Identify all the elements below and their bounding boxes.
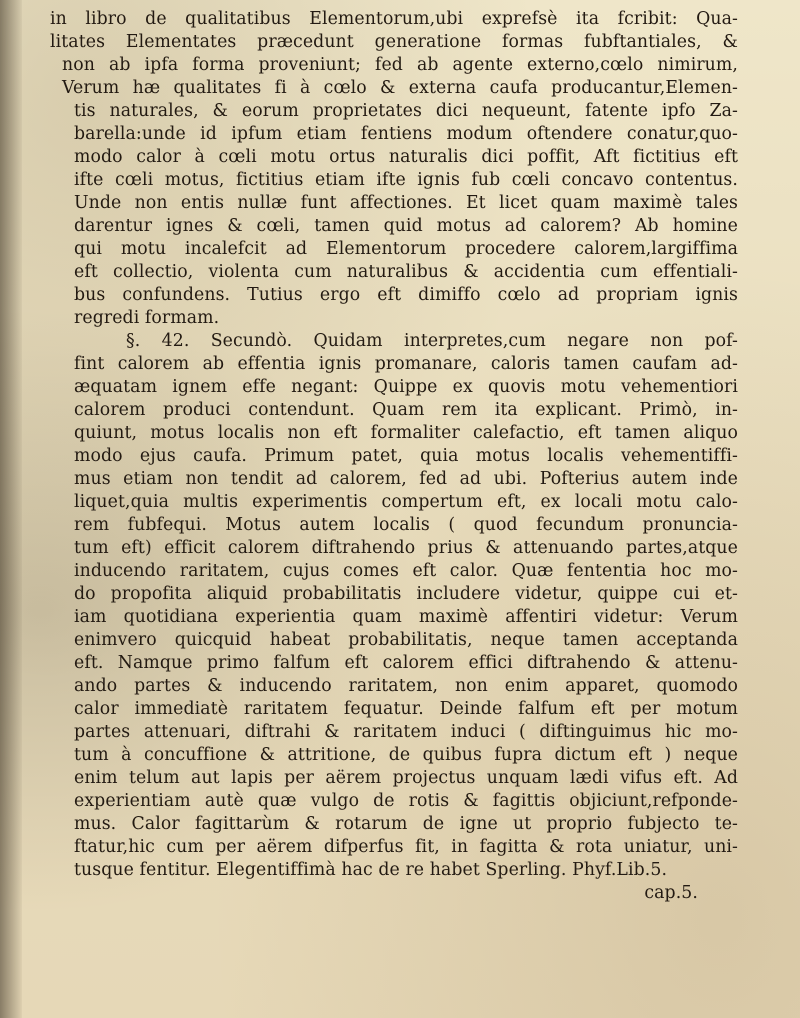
text-line: quiunt, motus localis non eft formaliter calefactio, eft tamen aliquo	[74, 423, 738, 443]
text-line: eft. Namque primo falfum eft calorem effici diftrahendo & attenu-	[74, 653, 738, 673]
paragraph-heading-line: §. 42. Secundò. Quidam interpretes,cum negare non pof-	[126, 331, 738, 351]
text-line: mus etiam non tendit ad calorem, fed ad ubi. Pofterius autem inde	[74, 469, 738, 489]
text-line: ando partes & inducendo raritatem, non enim apparet, quomodo	[74, 676, 738, 696]
text-line: æquatam ignem effe negant: Quippe ex quovis motu vehementiori	[74, 377, 738, 397]
catchword: cap.5.	[644, 883, 698, 903]
text-line: liquet,quia multis experimentis compertum eft, ex locali motu calo-	[74, 492, 738, 512]
text-line: calor immediatè raritatem fequatur. Deinde falfum eft per motum	[74, 699, 738, 719]
text-line: tis naturales, & eorum proprietates dici nequeunt, fatente ipfo Za-	[74, 101, 738, 121]
text-line: modo ejus caufa. Primum patet, quia motus localis vehementiffi-	[74, 446, 738, 466]
text-line: eft collectio, violenta cum naturalibus & accidentia cum effentiali-	[74, 262, 738, 282]
text-line: bus confundens. Tutius ergo eft dimiffo cœlo ad propriam ignis	[74, 285, 738, 305]
text-line: fint calorem ab effentia ignis promanare, caloris tamen caufam ad-	[74, 354, 738, 374]
text-line: inducendo raritatem, cujus comes eft calor. Quæ fententia hoc mo-	[74, 561, 738, 581]
text-line: barella:unde id ipfum etiam fentiens modum oftendere conatur,quo-	[74, 124, 738, 144]
text-line: tum à concuffione & attritione, de quibus fupra dictum eft ) neque	[74, 745, 738, 765]
text-line: darentur ignes & cœli, tamen quid motus ad calorem? Ab homine	[74, 216, 738, 236]
text-line: qui motu incalefcit ad Elementorum procedere calorem,largiffima	[74, 239, 738, 259]
text-line: mus. Calor fagittarùm & rotarum de igne ut proprio fubjecto te-	[74, 814, 738, 834]
text-line: iam quotidiana experientia quam maximè affentiri videtur: Verum	[74, 607, 738, 627]
text-line: Unde non entis nullæ funt affectiones. Et licet quam maximè tales	[74, 193, 738, 213]
text-line: do propofita aliquid probabilitatis includere videtur, quippe cui et-	[74, 584, 738, 604]
page-left-edge-shadow	[0, 0, 22, 1018]
text-line: regredi formam.	[74, 308, 220, 328]
text-line: tusque fentitur. Elegentiffimà hac de re habet Sperling. Phyf.Lib.5.	[74, 860, 668, 880]
text-block	[38, 8, 738, 905]
text-line: ifte cœli motus, fictitius etiam ifte ignis fub cœli concavo contentus.	[74, 170, 738, 190]
text-line: enimvero quicquid habeat probabilitatis, neque tamen acceptanda	[74, 630, 738, 650]
text-line: non ab ipfa forma proveniunt; fed ab agente externo,cœlo nimirum,	[62, 55, 738, 75]
text-line: tum eft) efficit calorem diftrahendo prius & attenuando partes,atque	[74, 538, 738, 558]
text-line: rem fubfequi. Motus autem localis ( quod fecundum pronuncia-	[74, 515, 738, 535]
text-line: litates Elementates præcedunt generatione formas fubftantiales, &	[50, 32, 738, 52]
text-line: modo calor à cœli motu ortus naturalis dici poffit, Aft fictitius eft	[74, 147, 738, 167]
text-line: ftatur,hic cum per aërem difperfus fit, in fagitta & rota uniatur, uni-	[74, 837, 738, 857]
text-line: partes attenuari, diftrahi & raritatem induci ( diftinguimus hic mo-	[74, 722, 738, 742]
text-line: experientiam autè quæ vulgo de rotis & fagittis objiciunt,refponde-	[74, 791, 738, 811]
text-line: enim telum aut lapis per aërem projectus unquam lædi vifus eft. Ad	[74, 768, 738, 788]
text-line: calorem produci contendunt. Quam rem ita explicant. Primò, in-	[74, 400, 738, 420]
text-line: Verum hæ qualitates fi à cœlo & externa caufa producantur,Elemen-	[62, 78, 738, 98]
text-line: in libro de qualitatibus Elementorum,ubi exprefsè ita fcribit: Qua-	[50, 9, 738, 29]
